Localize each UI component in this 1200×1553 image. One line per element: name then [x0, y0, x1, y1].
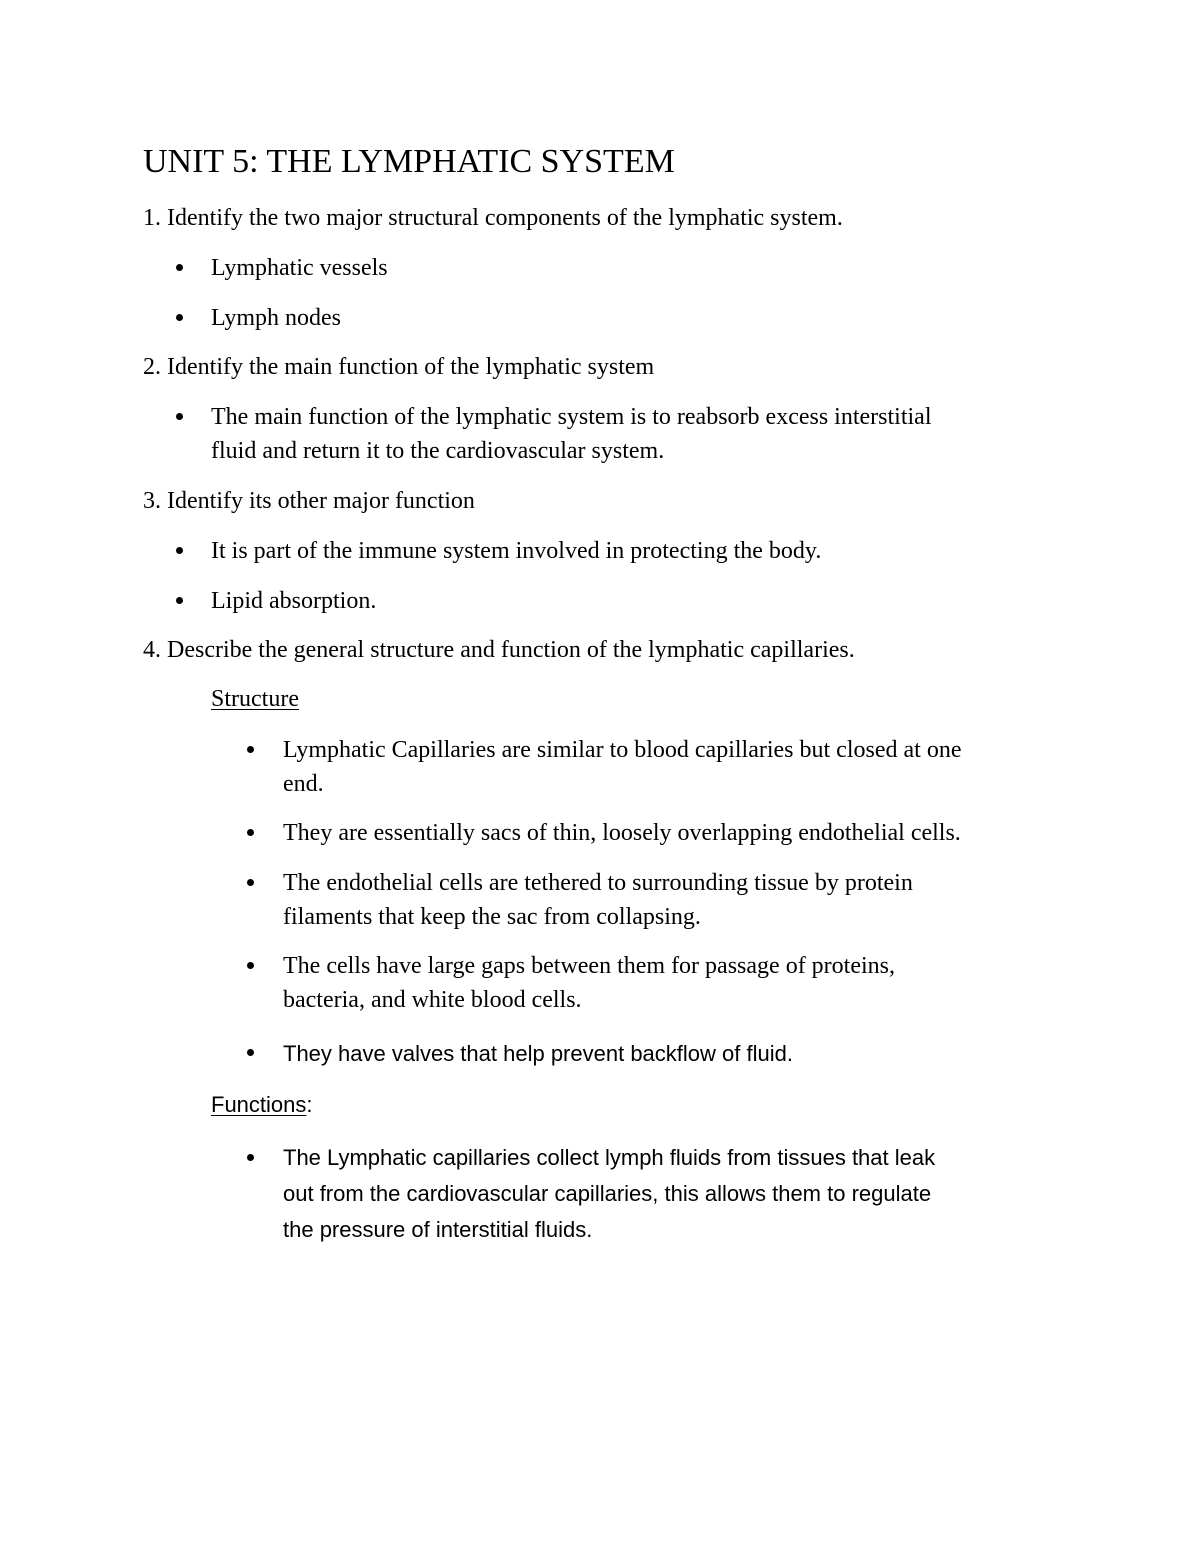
bullet-icon: [247, 829, 254, 836]
structure-item-4-line-1: The cells have large gaps between them for passage of proteins,: [283, 953, 895, 979]
bullet-icon: [247, 746, 254, 753]
document-title: UNIT 5: THE LYMPHATIC SYSTEM: [143, 143, 675, 180]
q2-answer-line-2: fluid and return it to the cardiovascular system.: [211, 438, 665, 464]
structure-item-5-line-1: They have valves that help prevent backflow of fluid.: [283, 1041, 793, 1066]
bullet-icon: [247, 962, 254, 969]
function-item-1-line-2: out from the cardiovascular capillaries, this allows them to regulate: [283, 1181, 932, 1206]
q3-answer-1: It is part of the immune system involved in protecting the body.: [211, 538, 822, 564]
structure-item-1-line-1: Lymphatic Capillaries are similar to blood capillaries but closed at one: [283, 737, 962, 763]
bullet-icon: [176, 314, 183, 321]
question-4: 4. Describe the general structure and function of the lymphatic capillaries.: [143, 637, 855, 663]
structure-item-3-line-1: The endothelial cells are tethered to surrounding tissue by protein: [283, 870, 913, 896]
bullet-icon: [247, 1049, 254, 1056]
structure-item-2-line-1: They are essentially sacs of thin, loosely overlapping endothelial cells.: [283, 820, 961, 846]
q1-answer-1: Lymphatic vessels: [211, 255, 388, 281]
question-2: 2. Identify the main function of the lymphatic system: [143, 354, 655, 380]
bullet-icon: [247, 879, 254, 886]
structure-item-3-line-2: filaments that keep the sac from collapsing.: [283, 904, 701, 930]
bullet-icon: [247, 1154, 254, 1161]
structure-item-4-line-2: bacteria, and white blood cells.: [283, 987, 582, 1013]
question-1: 1. Identify the two major structural components of the lymphatic system.: [143, 205, 843, 231]
q1-answer-2: Lymph nodes: [211, 305, 341, 331]
q2-answer-line-1: The main function of the lymphatic system is to reabsorb excess interstitial: [211, 404, 932, 430]
structure-item-1-line-2: end.: [283, 771, 324, 797]
q3-answer-2: Lipid absorption.: [211, 588, 377, 614]
functions-heading-text: Functions: [211, 1092, 307, 1117]
structure-heading: Structure: [211, 686, 299, 712]
function-item-1-line-3: the pressure of interstitial fluids.: [283, 1217, 593, 1242]
bullet-icon: [176, 547, 183, 554]
function-item-1-line-1: The Lymphatic capillaries collect lymph fluids from tissues that leak: [283, 1145, 936, 1170]
question-3: 3. Identify its other major function: [143, 488, 475, 514]
functions-heading-colon: :: [306, 1092, 313, 1117]
bullet-icon: [176, 597, 183, 604]
functions-heading: [211, 1087, 313, 1123]
bullet-icon: [176, 413, 183, 420]
bullet-icon: [176, 264, 183, 271]
